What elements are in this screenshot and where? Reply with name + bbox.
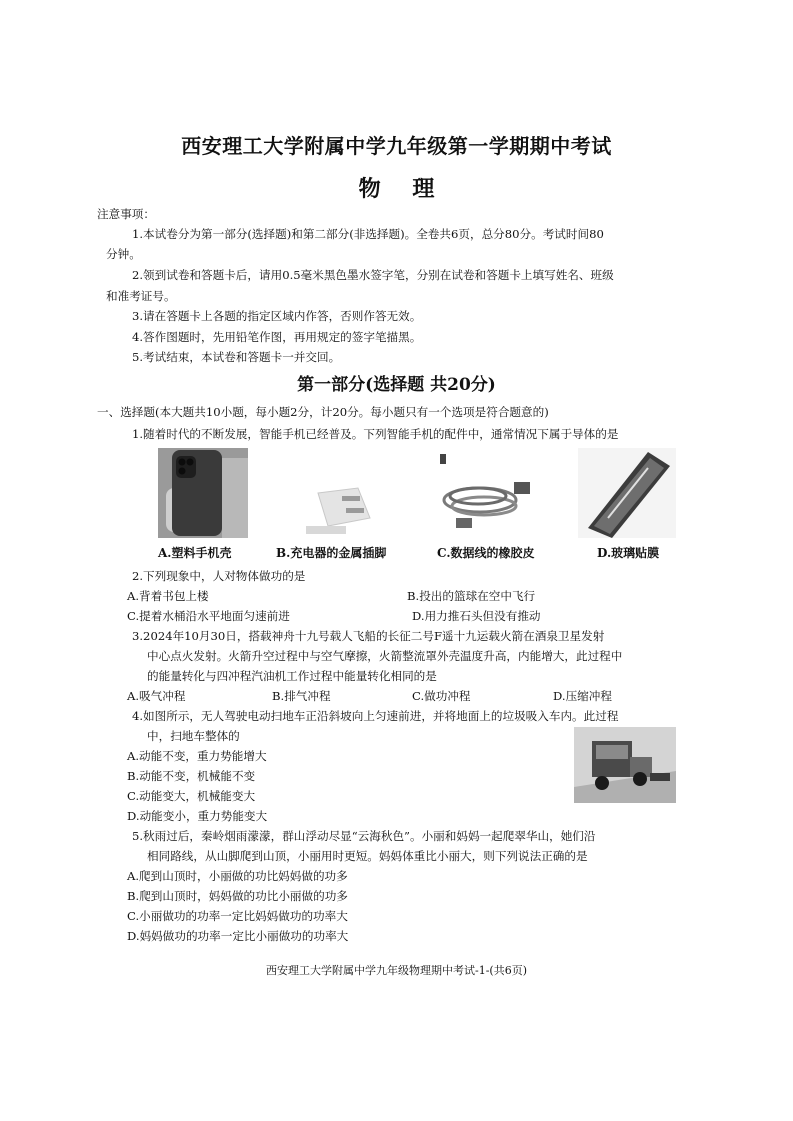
section-heading: 一、选择题(本大题共10小题，每小题2分，计20分。每小题只有一个选项是符合题意的): [97, 405, 549, 419]
q2-stem: 2.下列现象中，人对物体做功的是: [132, 569, 306, 583]
q2-option-b: B.投出的篮球在空中飞行: [407, 589, 536, 603]
q1-stem: 1.随着时代的不断发展，智能手机已经普及。下列智能手机的配件中，通常情况下属于导体的是: [132, 427, 619, 441]
q2-option-d: D.用力推石头但没有推动: [412, 609, 541, 623]
q4-stem-line: 4.如图所示，无人驾驶电动扫地车正沿斜坡向上匀速前进，并将地面上的垃圾吸入车内。此过程: [132, 709, 619, 723]
note-line: 4.答作图题时，先用铅笔作图，再用规定的签字笔描黑。: [132, 330, 422, 344]
subject-title: 物 理: [358, 176, 447, 202]
q1-option-d: D.玻璃贴膜: [597, 546, 660, 560]
note-line: 分钟。: [106, 247, 141, 261]
q4-option-b: B.动能不变，机械能不变: [127, 769, 256, 783]
q2-option-a: A.背着书包上楼: [127, 589, 209, 603]
exam-title: 西安理工大学附属中学九年级第一学期期中考试: [181, 134, 612, 158]
note-line: 2.领到试卷和答题卡后，请用0.5毫米黑色墨水签字笔，分别在试卷和答题卡上填写姓名、班级: [132, 268, 614, 282]
q3-option-c: C.做功冲程: [412, 689, 471, 703]
q3-option-a: A.吸气冲程: [127, 689, 186, 703]
q2-option-c: C.提着水桶沿水平地面匀速前进: [127, 609, 290, 623]
charger-prongs-photo: [298, 448, 388, 538]
note-line: 5.考试结束，本试卷和答题卡一并交回。: [132, 350, 341, 364]
q5-option-b: B.爬到山顶时，妈妈做的功比小丽做的功多: [127, 889, 348, 903]
q3-stem-line: 3.2024年10月30日，搭载神舟十九号载人飞船的长征二号F遥十九运载火箭在酒泉卫星发射: [132, 629, 605, 643]
phone-case-photo: [158, 448, 248, 538]
q4-option-d: D.动能变小，重力势能变大: [127, 809, 268, 823]
q3-stem-line: 中心点火发射。火箭升空过程中与空气摩擦，火箭整流罩外壳温度升高，内能增大，此过程中: [147, 649, 623, 663]
part1-title: 第一部分(选择题 共20分): [297, 375, 496, 395]
q1-option-a: A.塑料手机壳: [158, 546, 232, 560]
data-cable-photo: [436, 448, 536, 538]
note-line: 3.请在答题卡上各题的指定区域内作答，否则作答无效。: [132, 309, 422, 323]
q3-option-d: D.压缩冲程: [553, 689, 612, 703]
q5-stem-line: 5.秋雨过后，秦岭烟雨濛濛，群山浮动尽显“云海秋色”。小丽和妈妈一起爬翠华山，她们沿: [132, 829, 596, 843]
q4-option-a: A.动能不变，重力势能增大: [127, 749, 267, 763]
note-line: 1.本试卷分为第一部分(选择题)和第二部分(非选择题)。全卷共6页，总分80分。考试时间80: [132, 227, 604, 241]
sweeper-truck-photo: [574, 727, 676, 803]
q3-stem-line: 的能量转化与四冲程汽油机工作过程中能量转化相同的是: [147, 669, 437, 683]
q4-option-c: C.动能变大，机械能变大: [127, 789, 256, 803]
notes-heading: 注意事项：: [97, 207, 155, 221]
q5-option-d: D.妈妈做功的功率一定比小丽做功的功率大: [127, 929, 349, 943]
note-line: 和准考证号。: [106, 289, 176, 303]
q4-stem-line: 中，扫地车整体的: [147, 729, 240, 743]
q5-option-c: C.小丽做功的功率一定比妈妈做功的功率大: [127, 909, 348, 923]
q1-option-c: C.数据线的橡胶皮: [437, 546, 535, 560]
q5-stem-line: 相同路线，从山脚爬到山顶，小丽用时更短。妈妈体重比小丽大，则下列说法正确的是: [147, 849, 588, 863]
q3-option-b: B.排气冲程: [272, 689, 331, 703]
page-footer: 西安理工大学附属中学九年级物理期中考试-1-(共6页): [265, 964, 527, 977]
glass-film-photo: [578, 448, 676, 538]
q1-option-b: B.充电器的金属插脚: [276, 546, 387, 560]
q5-option-a: A.爬到山顶时，小丽做的功比妈妈做的功多: [127, 869, 348, 883]
